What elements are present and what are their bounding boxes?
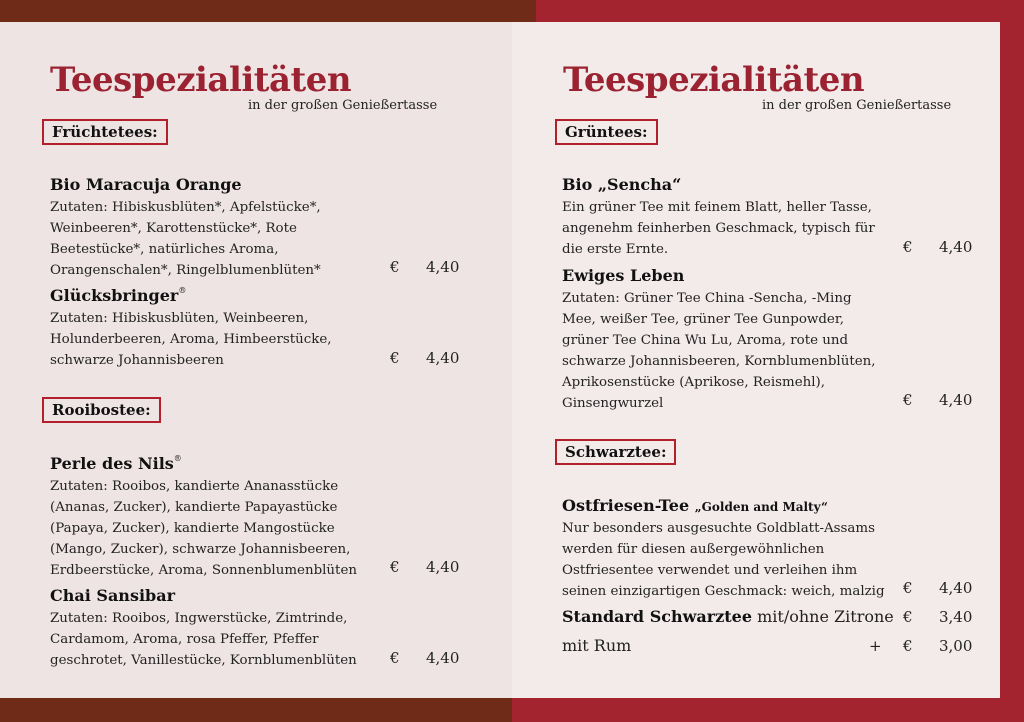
item-description: Nur besonders ausgesuchte Goldblatt-Assams werden für diesen außergewöhnlichen Ostfriesentee verwendet und verleihen ihm seinen einzigartigen Geschmack: weich, malzig bbox=[562, 521, 885, 599]
item-tagline: „Golden and Malty“ bbox=[694, 500, 828, 514]
item-price: 4,40 bbox=[426, 649, 460, 667]
item-name: Chai Sansibar bbox=[50, 586, 176, 605]
currency-symbol: € bbox=[390, 349, 400, 367]
item-name: Glücksbringer® bbox=[50, 286, 187, 305]
item-price: 3,40 bbox=[939, 608, 973, 626]
page-title: Teespezialitäten bbox=[50, 60, 352, 100]
item-price: 4,40 bbox=[939, 579, 973, 597]
section-heading-fruit-tea: Früchtetees: bbox=[42, 119, 168, 145]
currency-symbol: € bbox=[903, 579, 913, 597]
currency-symbol: € bbox=[903, 637, 913, 655]
menu-page-right bbox=[512, 22, 1000, 698]
background-bottom-right bbox=[512, 698, 1024, 722]
item-description: Zutaten: Rooibos, Ingwerstücke, Zimtrinde, Cardamom, Aroma, rosa Pfeffer, Pfeffer geschrotet, Vanillestücke, Kornblumenblüten bbox=[50, 611, 357, 668]
section-heading-rooibos: Rooibostee: bbox=[42, 397, 161, 423]
currency-symbol: € bbox=[390, 558, 400, 576]
plus-sign: + bbox=[869, 637, 882, 655]
menu-page-left bbox=[0, 22, 512, 698]
item-name: Perle des Nils® bbox=[50, 454, 182, 473]
registered-mark: ® bbox=[173, 454, 182, 463]
page-subtitle: in der großen Genießertasse bbox=[248, 98, 438, 113]
item-name: Bio „Sencha“ bbox=[562, 175, 682, 194]
item-price: 4,40 bbox=[426, 558, 460, 576]
item-name: Bio Maracuja Orange bbox=[50, 175, 242, 194]
item-price: 3,00 bbox=[939, 637, 973, 655]
page-title: Teespezialitäten bbox=[563, 60, 865, 100]
item-description: Ein grüner Tee mit feinem Blatt, heller Tasse, angenehm feinherben Geschmack, typisch für die erste Ernte. bbox=[562, 200, 875, 257]
item-name: Ostfriesen-Tee „Golden and Malty“ bbox=[562, 496, 828, 515]
currency-symbol: € bbox=[390, 649, 400, 667]
item-description: Zutaten: Rooibos, kandierte Ananasstücke (Ananas, Zucker), kandierte Papayastücke (Papaya, Zucker), kandierte Mangostücke (Mango, Zucker), schwarze Johannisbeeren, Erdbeerstücke, Aroma, Sonnenblumenblüten bbox=[50, 479, 357, 578]
item-standard-schwarztee: Standard Schwarztee mit/ohne Zitrone bbox=[562, 607, 894, 626]
page-subtitle: in der großen Genießertasse bbox=[762, 98, 952, 113]
item-price: 4,40 bbox=[939, 391, 973, 409]
item-name: mit Rum bbox=[562, 636, 632, 655]
item-description: Zutaten: Hibiskusblüten*, Apfelstücke*, Weinbeeren*, Karottenstücke*, Rote Beetestücke*, natürliches Aroma, Orangenschalen*, Ringelblumenblüten* bbox=[50, 200, 321, 278]
section-heading-black-tea: Schwarztee: bbox=[555, 439, 676, 465]
currency-symbol: € bbox=[903, 238, 913, 256]
item-suffix: mit/ohne Zitrone bbox=[757, 607, 894, 626]
background-bottom-left bbox=[0, 698, 512, 722]
item-price: 4,40 bbox=[426, 258, 460, 276]
registered-mark: ® bbox=[178, 286, 187, 295]
currency-symbol: € bbox=[903, 608, 913, 626]
item-description: Zutaten: Hibiskusblüten, Weinbeeren, Holunderbeeren, Aroma, Himbeerstücke, schwarze Johannisbeeren bbox=[50, 311, 332, 368]
section-heading-green-tea: Grüntees: bbox=[555, 119, 658, 145]
currency-symbol: € bbox=[903, 391, 913, 409]
item-name: Ewiges Leben bbox=[562, 266, 685, 285]
item-price: 4,40 bbox=[939, 238, 973, 256]
currency-symbol: € bbox=[390, 258, 400, 276]
item-description: Zutaten: Grüner Tee China -Sencha, -Ming Mee, weißer Tee, grüner Tee Gunpowder, grüner Tee China Wu Lu, Aroma, rote und schwarze Johannisbeeren, Kornblumenblüten, Aprikosenstücke (Aprikose, Reismehl), Ginsengwurzel bbox=[562, 291, 876, 411]
item-price: 4,40 bbox=[426, 349, 460, 367]
